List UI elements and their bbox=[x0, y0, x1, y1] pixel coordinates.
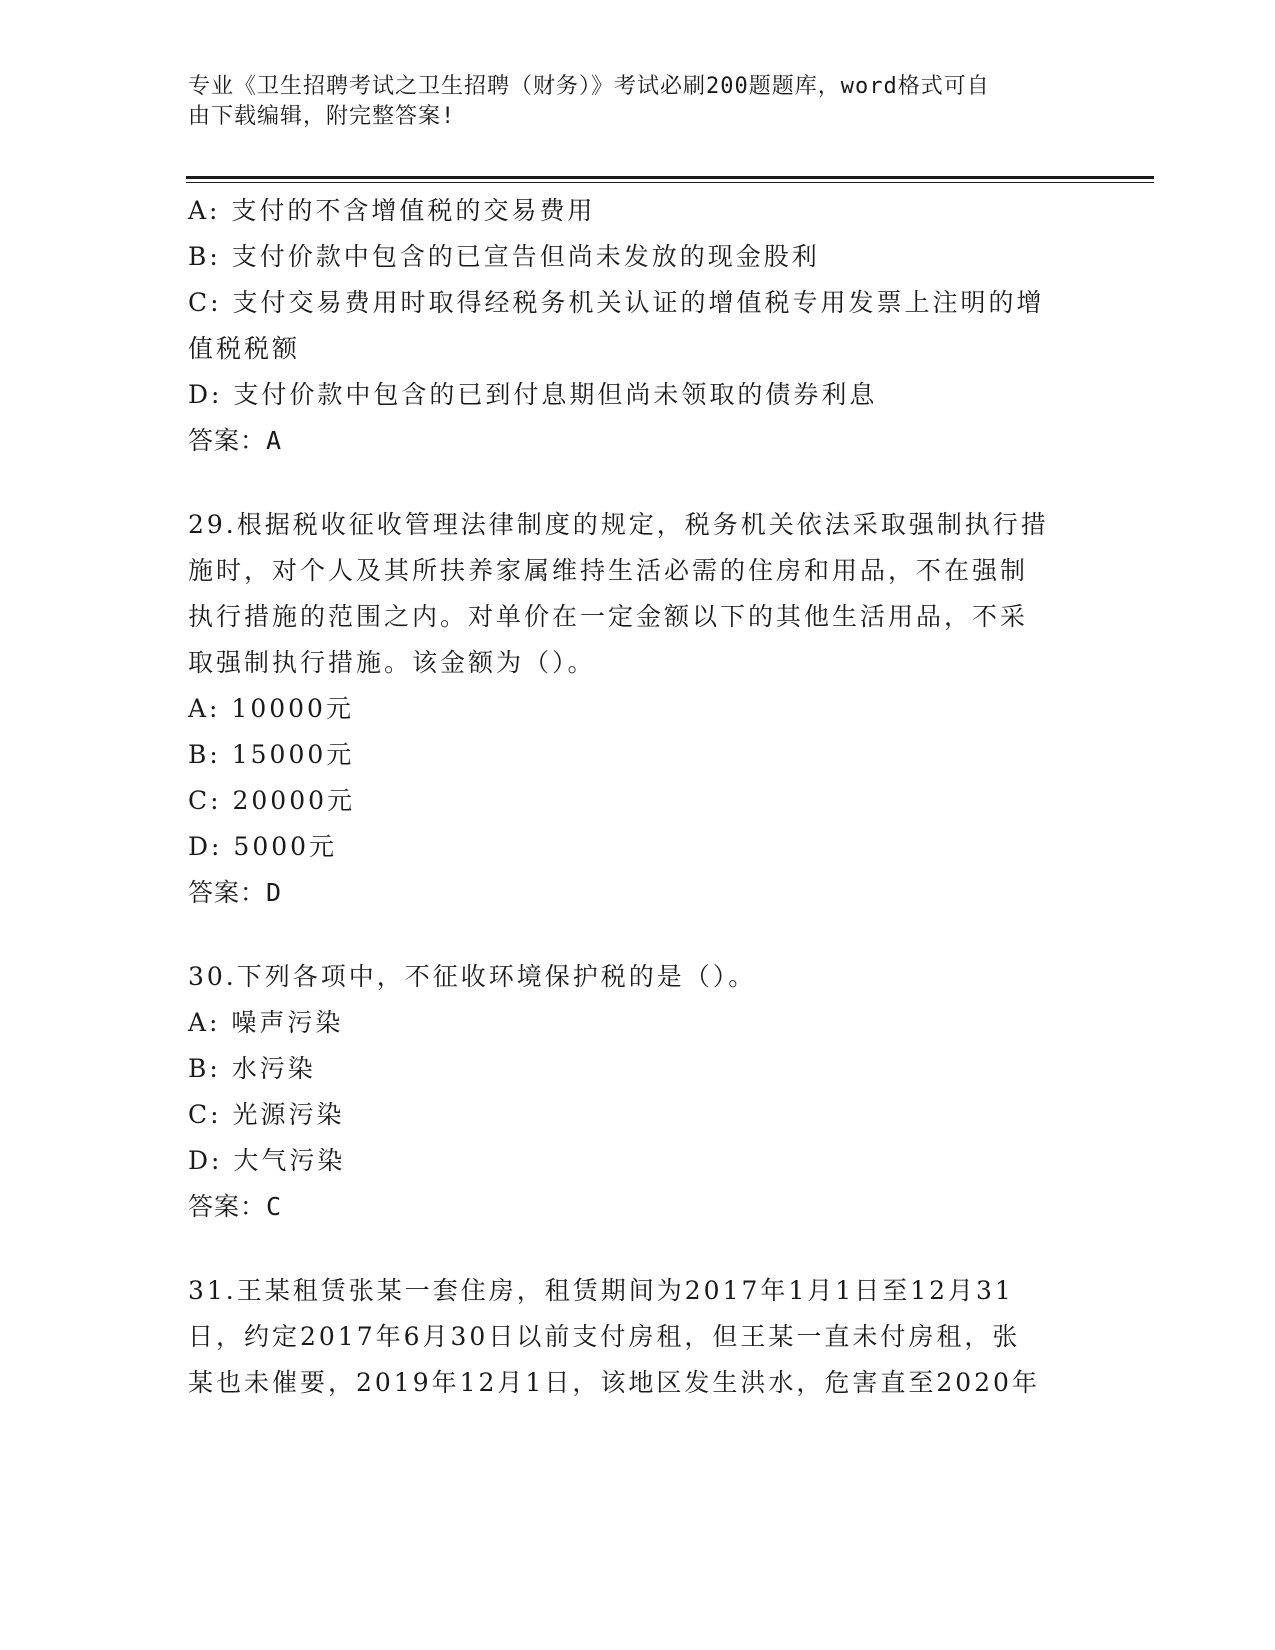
answer-30: 答案：C bbox=[188, 1192, 283, 1221]
question-31 bbox=[188, 1268, 1088, 1406]
question-stem: 日，约定2017年6月30日以前支付房租，但王某一直未付房租，张 bbox=[188, 1322, 1021, 1351]
option-c-continued: 值税税额 bbox=[188, 334, 301, 363]
spacer bbox=[188, 916, 1088, 954]
answer-28: 答案：A bbox=[188, 426, 283, 455]
question-content bbox=[188, 188, 1088, 1406]
question-stem: 某也未催要，2019年12月1日，该地区发生洪水，危害直至2020年 bbox=[188, 1368, 1040, 1397]
answer-29: 答案：D bbox=[188, 878, 283, 907]
question-28-options bbox=[188, 188, 1088, 464]
option-a: A: 支付的不含增值税的交易费用 bbox=[188, 196, 596, 225]
option-a: A: 10000元 bbox=[188, 694, 354, 723]
option-c: C: 光源污染 bbox=[188, 1100, 345, 1129]
option-d: D: 大气污染 bbox=[188, 1146, 346, 1175]
question-stem: 施时，对个人及其所扶养家属维持生活必需的住房和用品，不在强制 bbox=[188, 556, 1029, 585]
option-d: D: 支付价款中包含的已到付息期但尚未领取的债券利息 bbox=[188, 380, 878, 409]
header-line-2: 由下载编辑，附完整答案! bbox=[188, 104, 456, 129]
spacer bbox=[188, 1230, 1088, 1268]
option-c: C: 20000元 bbox=[188, 786, 356, 815]
header-divider-thin bbox=[186, 182, 1154, 183]
option-b: B: 15000元 bbox=[188, 740, 355, 769]
question-stem: 31.王某租赁张某一套住房，租赁期间为2017年1月1日至12月31 bbox=[188, 1276, 1014, 1305]
option-c: C: 支付交易费用时取得经税务机关认证的增值税专用发票上注明的增 bbox=[188, 288, 1045, 317]
document-header bbox=[188, 72, 1068, 132]
question-29 bbox=[188, 502, 1088, 916]
question-stem: 30.下列各项中，不征收环境保护税的是（）。 bbox=[188, 962, 757, 991]
header-line-1: 专业《卫生招聘考试之卫生招聘（财务）》考试必刷200题题库，word格式可自 bbox=[188, 74, 990, 99]
option-b: B: 支付价款中包含的已宣告但尚未发放的现金股利 bbox=[188, 242, 820, 271]
question-stem: 执行措施的范围之内。对单价在一定金额以下的其他生活用品，不采 bbox=[188, 602, 1029, 631]
question-stem: 29.根据税收征收管理法律制度的规定，税务机关依法采取强制执行措 bbox=[188, 510, 1049, 539]
header-divider-thick bbox=[186, 176, 1154, 179]
question-stem: 取强制执行措施。该金额为（）。 bbox=[188, 648, 596, 677]
option-a: A: 噪声污染 bbox=[188, 1008, 344, 1037]
spacer bbox=[188, 464, 1088, 502]
question-30 bbox=[188, 954, 1088, 1230]
option-d: D: 5000元 bbox=[188, 832, 338, 861]
option-b: B: 水污染 bbox=[188, 1054, 316, 1083]
